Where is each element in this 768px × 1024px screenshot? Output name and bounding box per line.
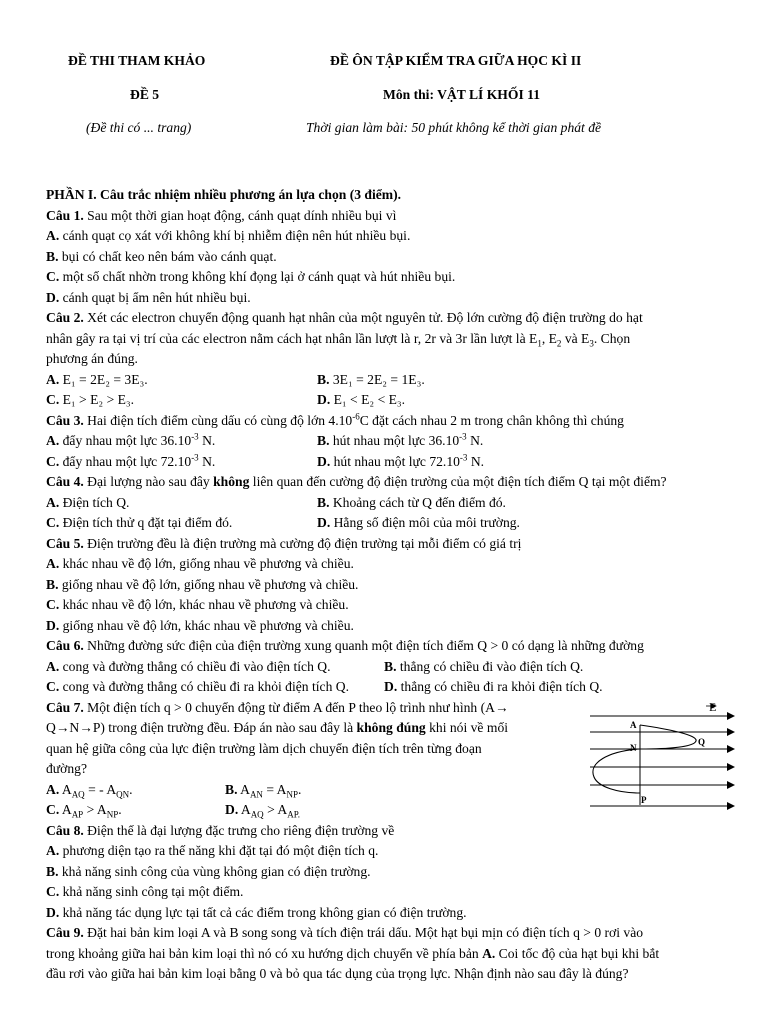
label-A: A xyxy=(630,720,637,730)
section-title: PHẦN I. Câu trắc nhiệm nhiều phương án lựa chọn (3 điểm). xyxy=(46,187,402,202)
q8-option-c: C. khả năng sinh công tại một điểm. xyxy=(46,884,244,899)
q1-option-d: D. cánh quạt bị ẩm nên hút nhiều bụi. xyxy=(46,289,251,305)
q7-option-d: D. $A_{AQ} > A_{AP.}$ xyxy=(225,802,300,820)
q3-options-row-2 xyxy=(46,452,746,473)
question-2-line-3: phương án đúng. xyxy=(46,351,138,366)
q2-option-d: D. E₁ < E₂ < E₃. xyxy=(317,392,406,407)
q2-options-row-1 xyxy=(46,370,746,391)
question-7-line-1: Câu 7. Một điện tích q > 0 chuyển động từ điểm A đến P theo lộ trình như hình (A→ xyxy=(46,699,509,715)
label-Q: Q xyxy=(698,737,706,747)
q5-option-a: A. khác nhau về độ lớn, giống nhau về phương và chiều. xyxy=(46,556,354,571)
q5-option-b: B. giống nhau về độ lớn, giống nhau về phương và chiều. xyxy=(46,576,359,592)
header-exam-title: ĐỀ ÔN TẬP KIỂM TRA GIỮA HỌC KÌ II xyxy=(330,53,582,68)
q2-option-a: A. E₁ = 2E₂ = 3E₃. xyxy=(46,371,148,387)
question-7-line-2: Q→N→P) trong điện trường đều. Đáp án nào sau đây là không đúng khi nói về mối xyxy=(46,720,509,735)
field-lines xyxy=(590,716,734,806)
q7-option-a: A. $A_{AQ}$ = - $A_{QN}$. xyxy=(46,781,133,800)
header-subject: Môn thi: VẬT LÍ KHỐI 11 xyxy=(383,87,540,102)
question-1: Câu 1. Sau một thời gian hoạt động, cánh quạt dính nhiều bụi vì xyxy=(46,207,397,223)
q6-option-d: D. thẳng có chiều đi ra khỏi điện tích Q. xyxy=(384,679,603,694)
q1-option-c: C. một số chất nhờn trong không khí đọng lại ở cánh quạt và hút nhiều bụi. xyxy=(46,269,456,284)
q3-options-row-1 xyxy=(46,431,746,452)
q6-options-row-1 xyxy=(46,657,746,678)
q3-option-c: C. đẩy nhau một lực $72.10^{-3}$ N. xyxy=(46,451,216,469)
q5-option-d: D. giống nhau về độ lớn, khác nhau về phương và chiều. xyxy=(46,617,354,633)
header-exam-number: ĐỀ 5 xyxy=(130,87,160,102)
question-7-line-4: đường? xyxy=(46,761,87,776)
question-2: Câu 2. Xét các electron chuyển động quanh hạt nhân của một nguyên tử. Độ lớn cường độ điện trường do hạt xyxy=(46,310,643,325)
q2-option-b: B. 3E₁ = 2E₂ = 1E₃. xyxy=(317,371,425,387)
q8-option-a: A. phương diện tạo ra thế năng khi đặt tại đó một điện tích q. xyxy=(46,843,379,858)
q1-option-b: B. bụi có chất keo nên bám vào cánh quạt. xyxy=(46,248,277,264)
question-9: Câu 9. Đặt hai bản kim loại A và B song song và tích điện trái dấu. Một hạt bụi mịn có điện tích q > 0 rơi vào xyxy=(46,925,644,940)
q5-option-c: C. khác nhau về độ lớn, khác nhau về phương và chiều. xyxy=(46,597,349,612)
q4-option-b: B. Khoảng cách từ Q đến điểm đó. xyxy=(317,494,506,510)
question-9-line-2: trong khoảng giữa hai bản kim loại thì nó có xu hướng dịch chuyển về phía bản A. Coi tốc độ của hạt bụi khi bắt xyxy=(46,945,660,961)
q7-option-b: B. $A_{AN} = A_{NP}$. xyxy=(225,781,302,800)
header-page-count: (Đề thi có ... trang) xyxy=(86,120,192,135)
exam-content xyxy=(46,185,746,985)
q6-option-a: A. cong và đường thẳng có chiều đi vào điện tích Q. xyxy=(46,658,331,674)
question-7-text xyxy=(46,698,550,780)
question-6: Câu 6. Những đường sức điện của điện trường xung quanh một điện tích điểm Q > 0 có dạng là những đường xyxy=(46,638,644,653)
q6-option-c: C. cong và đường thẳng có chiều đi ra khỏi điện tích Q. xyxy=(46,679,349,694)
q3-option-d: D. hút nhau một lực $72.10^{-3}$ N. xyxy=(317,451,485,469)
q6-options-row-2 xyxy=(46,677,746,698)
header-exam-type: ĐỀ THI THAM KHẢO xyxy=(68,53,206,68)
q4-option-c: C. Điện tích thử q đặt tại điểm đó. xyxy=(46,515,233,530)
q4-options-row-2 xyxy=(46,513,746,534)
q8-option-b: B. khả năng sinh công của vùng không gian có điện trường. xyxy=(46,863,371,879)
q1-option-a: A. cánh quạt cọ xát với không khí bị nhiễm điện nên hút nhiều bụi. xyxy=(46,228,411,243)
charge-path-curve xyxy=(593,725,696,793)
label-P: P xyxy=(641,795,647,805)
q7-option-c: C. $A_{AP} > A_{NP}$. xyxy=(46,802,122,820)
question-9-line-3: đầu rơi vào giữa hai bản kim loại bằng 0 và bỏ qua tác dụng của trọng lực. Nhận định nào sau đây là đúng? xyxy=(46,966,629,981)
q3-option-b: B. hút nhau một lực $36.10^{-3}$ N. xyxy=(317,431,484,448)
header-duration: Thời gian làm bài: 50 phút không kể thời gian phát đề xyxy=(306,120,602,135)
label-N: N xyxy=(630,743,637,753)
q8-option-d: D. khả năng tác dụng lực tại tất cả các điểm trong không gian có điện trường. xyxy=(46,904,467,920)
question-8: Câu 8. Điện thế là đại lượng đặc trưng cho riêng điện trường về xyxy=(46,822,395,838)
question-5: Câu 5. Điện trường đều là điện trường mà cường độ điện trường tại mỗi điểm có giá trị xyxy=(46,535,522,551)
q3-option-a: A. đẩy nhau một lực $36.10^{-3}$ N. xyxy=(46,431,216,448)
q6-option-b: B. thẳng có chiều đi vào điện tích Q. xyxy=(384,658,584,674)
question-7-line-3: quan hệ giữa công của lực điện trường làm dịch chuyển điện tích trên từng đoạn xyxy=(46,740,482,756)
q2-options-row-2 xyxy=(46,390,746,411)
q2-option-c: C. E₁ > E₂ > E₃. xyxy=(46,392,135,407)
label-E: E xyxy=(709,700,717,714)
q4-option-d: D. Hằng số điện môi của môi trường. xyxy=(317,515,520,530)
q4-option-a: A. Điện tích Q. xyxy=(46,494,130,510)
electric-field-diagram xyxy=(588,697,738,817)
question-2-line-2: nhân gây ra tại vị trí của các electron nằm cách hạt nhân lần lượt là r, 2r và 3r lần lượt là $E_1$, $E_2$ và $E_3$. Chọn xyxy=(46,330,631,349)
q4-options-row-1 xyxy=(46,493,746,514)
question-4: Câu 4. Đại lượng nào sau đây không liên quan đến cường độ điện trường của một điện tích điểm Q tại một điểm? xyxy=(46,474,667,489)
question-3: Câu 3. Hai điện tích điểm cùng dấu có cùng độ lớn $4.10^{-6}C$ đặt cách nhau 2 m trong chân không thì chúng xyxy=(46,410,624,428)
